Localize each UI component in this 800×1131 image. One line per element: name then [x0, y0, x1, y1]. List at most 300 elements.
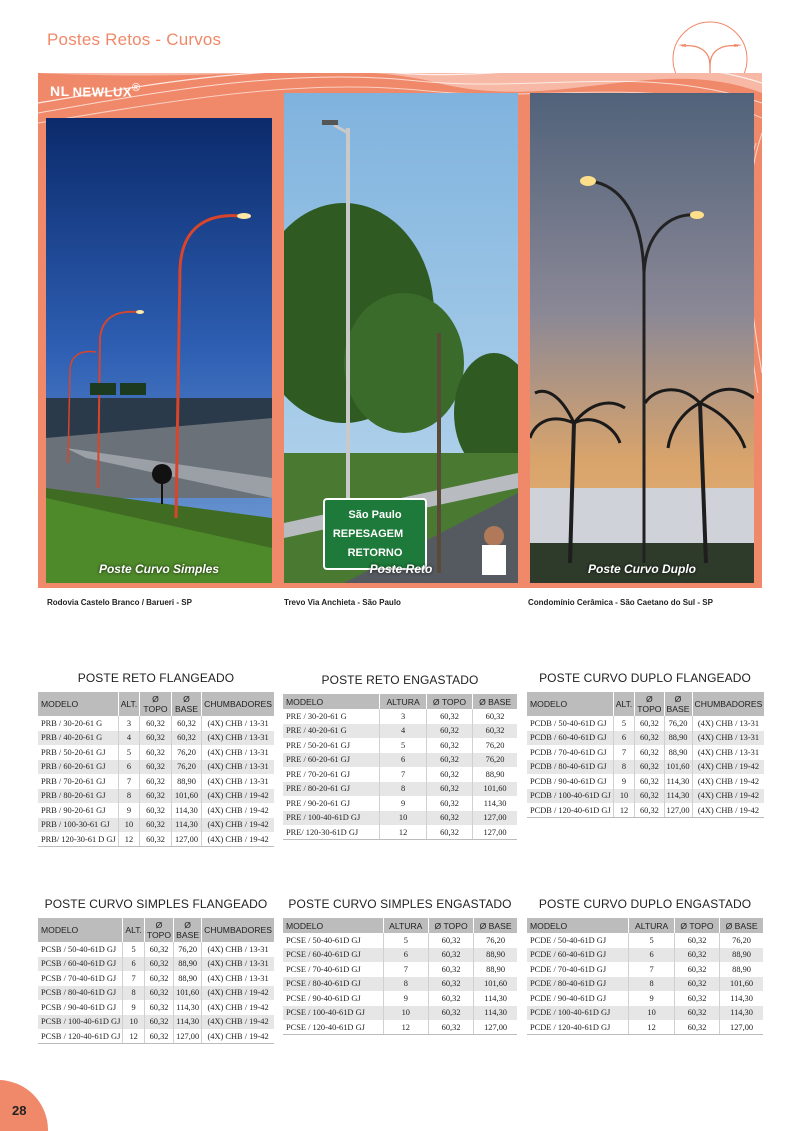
spec-table — [38, 918, 274, 1044]
table-cell: (4X) CHB / 19-42 — [202, 789, 274, 804]
table-cell: PCDB / 50-40-61D GJ — [527, 716, 613, 731]
table-cell: 60,32 — [144, 1029, 173, 1044]
table-cell: PRE/ 120-30-61D GJ — [283, 825, 380, 840]
spec-block-prb — [38, 671, 274, 847]
table-cell: 60,32 — [426, 767, 472, 782]
column-header: MODELO — [527, 918, 629, 933]
table-cell: 60,32 — [674, 962, 719, 977]
table-row — [283, 948, 517, 963]
table-cell: 114,30 — [171, 803, 201, 818]
table-cell: PCSB / 60-40-61D GJ — [38, 957, 123, 972]
table-cell: 8 — [380, 782, 427, 797]
table-cell: 10 — [613, 789, 635, 804]
table-cell: PCDB / 90-40-61D GJ — [527, 774, 613, 789]
table-cell: PRB / 100-30-61 GJ — [38, 818, 118, 833]
table-cell: PCSE / 100-40-61D GJ — [283, 1006, 383, 1021]
sign-line-2: REPESAGEM — [332, 528, 404, 540]
table-cell: 12 — [123, 1029, 145, 1044]
table-cell: 3 — [380, 709, 427, 724]
table-cell: 127,00 — [664, 803, 692, 818]
spec-table — [527, 692, 764, 818]
table-cell: 88,90 — [474, 948, 517, 963]
spec-table — [283, 918, 517, 1035]
table-cell: PCDE / 80-40-61D GJ — [527, 977, 629, 992]
table-cell: 114,30 — [174, 1000, 202, 1015]
table-row — [283, 709, 517, 724]
table-cell: 7 — [380, 767, 427, 782]
photo-banner — [38, 73, 762, 588]
table-cell: PCDE / 90-40-61D GJ — [527, 991, 629, 1006]
table-cell: 101,60 — [473, 782, 517, 797]
table-cell: PCDE / 60-40-61D GJ — [527, 948, 629, 963]
table-cell: 60,32 — [428, 977, 473, 992]
table-cell: 7 — [613, 745, 635, 760]
location-caption-2: Trevo Via Anchieta - São Paulo — [284, 598, 401, 607]
table-cell: 60,32 — [144, 1000, 173, 1015]
table-row — [38, 942, 274, 957]
table-cell: 114,30 — [484, 993, 507, 1003]
table-cell: (4X) CHB / 13-31 — [202, 957, 274, 972]
table-cell: (4X) CHB / 19-42 — [202, 1029, 274, 1044]
spec-block-pcsb — [38, 897, 274, 1044]
table-cell: 6 — [629, 948, 674, 963]
column-header: ALT. — [613, 692, 635, 716]
table-header-row — [283, 694, 517, 709]
table-cell: PCDE / 70-40-61D GJ — [527, 962, 629, 977]
table-cell: (4X) CHB / 19-42 — [697, 776, 760, 786]
table-cell: 60,32 — [674, 933, 719, 948]
table-cell: 88,90 — [485, 769, 505, 779]
table-cell: 88,90 — [720, 948, 763, 963]
table-cell: 5 — [629, 933, 674, 948]
table-cell: (4X) CHB / 13-31 — [207, 944, 269, 954]
table-cell: 6 — [380, 753, 427, 768]
sign-line-3: RETORNO — [347, 547, 403, 559]
table-cell: 101,60 — [664, 760, 692, 775]
table-cell: PRB/ 120-30-61 D GJ — [38, 832, 118, 847]
table-cell: 60,32 — [635, 774, 664, 789]
table-cell: PCDE / 120-40-61D GJ — [527, 1020, 629, 1035]
table-cell: 9 — [629, 991, 674, 1006]
table-cell: 12 — [118, 832, 140, 847]
table-cell: PRE / 40-20-61 G — [283, 724, 380, 739]
column-header: Ø BASE — [174, 918, 202, 942]
table-cell: 10 — [380, 811, 427, 826]
spec-title: POSTE RETO ENGASTADO — [321, 673, 479, 687]
table-cell: (4X) CHB / 19-42 — [207, 1002, 269, 1012]
table-cell: 10 — [123, 1015, 145, 1030]
table-cell: 114,30 — [174, 1015, 202, 1030]
table-cell: 60,32 — [635, 803, 664, 818]
table-cell: 8 — [629, 977, 674, 992]
column-header: MODELO — [283, 694, 380, 709]
table-row — [38, 1015, 274, 1030]
spec-title: POSTE CURVO DUPLO FLANGEADO — [539, 671, 751, 685]
column-header: MODELO — [38, 918, 123, 942]
table-cell: 10 — [118, 818, 140, 833]
table-row — [527, 977, 763, 992]
table-cell: 60,32 — [428, 962, 473, 977]
table-cell: 8 — [613, 760, 635, 775]
column-header: Ø BASE — [171, 692, 201, 716]
table-cell: 101,60 — [171, 789, 201, 804]
table-cell: 114,30 — [720, 1006, 763, 1021]
table-cell: PRE / 100-40-61D GJ — [283, 811, 380, 826]
table-cell: 88,90 — [174, 971, 202, 986]
table-cell: 7 — [118, 774, 140, 789]
column-header: Ø TOPO — [635, 692, 664, 716]
brand-reg: ® — [132, 82, 141, 94]
spec-table — [283, 694, 517, 840]
spec-block-pcse — [283, 897, 517, 1035]
table-cell: (4X) CHB / 19-42 — [202, 1015, 274, 1030]
table-cell: PCSE / 50-40-61D GJ — [283, 933, 383, 948]
table-cell: 60,32 — [140, 774, 172, 789]
table-cell: PRB / 90-20-61 GJ — [38, 803, 118, 818]
table-cell: PCDE / 50-40-61D GJ — [527, 933, 629, 948]
table-cell: 60,32 — [144, 986, 173, 1001]
table-row — [527, 731, 764, 746]
table-cell: 114,30 — [730, 993, 753, 1003]
table-cell: PCSB / 90-40-61D GJ — [38, 1000, 123, 1015]
table-cell: (4X) CHB / 13-31 — [202, 760, 274, 775]
table-row — [527, 1006, 763, 1021]
table-row — [283, 825, 517, 840]
table-cell: 60,32 — [144, 971, 173, 986]
table-row — [283, 738, 517, 753]
spec-block-pre — [283, 673, 517, 840]
column-header: CHUMBADORES — [202, 692, 274, 716]
table-cell: (4X) CHB / 19-42 — [202, 818, 274, 833]
column-header: Ø BASE — [473, 694, 517, 709]
table-cell: (4X) CHB / 13-31 — [207, 776, 269, 786]
table-row — [527, 1020, 763, 1035]
table-cell: 5 — [123, 942, 145, 957]
table-cell: 76,20 — [664, 716, 692, 731]
table-cell: 114,30 — [474, 1006, 517, 1021]
table-cell: 5 — [380, 738, 427, 753]
column-header: MODELO — [527, 692, 613, 716]
table-row — [527, 933, 763, 948]
table-cell: PRB / 30-20-61 G — [38, 716, 118, 731]
table-cell: 60,32 — [635, 731, 664, 746]
column-header: ALTURA — [380, 694, 427, 709]
table-cell: (4X) CHB / 13-31 — [692, 731, 764, 746]
table-cell: 76,20 — [732, 935, 751, 945]
table-cell: 60,32 — [140, 716, 172, 731]
table-cell: 9 — [380, 796, 427, 811]
table-cell: 3 — [118, 716, 140, 731]
table-cell: 127,00 — [720, 1020, 763, 1035]
table-row — [283, 724, 517, 739]
table-header-row — [527, 692, 764, 716]
column-header: CHUMBADORES — [692, 692, 764, 716]
table-cell: 114,30 — [171, 818, 201, 833]
table-cell: PRB / 40-20-61 G — [38, 731, 118, 746]
table-cell: (4X) CHB / 13-31 — [207, 747, 269, 757]
table-row — [283, 1006, 517, 1021]
table-cell: 5 — [118, 745, 140, 760]
table-cell: 60,32 — [674, 1006, 719, 1021]
table-cell: (4X) CHB / 19-42 — [202, 986, 274, 1001]
photo-caption-3: Poste Curvo Duplo — [587, 562, 696, 576]
table-cell: 6 — [383, 948, 428, 963]
table-cell: 60,32 — [635, 716, 664, 731]
column-header: Ø TOPO — [428, 918, 473, 933]
brand-logo — [50, 82, 141, 99]
brand-mark: NL — [50, 83, 70, 100]
table-cell: 76,20 — [486, 935, 506, 945]
table-cell: 7 — [383, 962, 428, 977]
column-header: MODELO — [38, 692, 118, 716]
table-cell: PCSB / 100-40-61D GJ — [38, 1015, 123, 1030]
table-cell: (4X) CHB / 13-31 — [207, 973, 269, 983]
table-cell: PRB / 60-20-61 GJ — [38, 760, 118, 775]
table-row — [38, 986, 274, 1001]
table-row — [283, 796, 517, 811]
table-cell: PCDB / 60-40-61D GJ — [527, 731, 613, 746]
table-cell: PRE / 30-20-61 G — [283, 709, 380, 724]
table-cell: 60,32 — [428, 948, 473, 963]
table-cell: PRB / 70-20-61 GJ — [38, 774, 118, 789]
spec-title: POSTE CURVO SIMPLES FLANGEADO — [44, 897, 268, 911]
table-cell: PCDB / 80-40-61D GJ — [527, 760, 613, 775]
column-header: ALT. — [123, 918, 145, 942]
table-cell: (4X) CHB / 19-42 — [692, 789, 764, 804]
table-cell: (4X) CHB / 19-42 — [692, 803, 764, 818]
table-cell: (4X) CHB / 13-31 — [697, 718, 760, 728]
table-cell: 60,32 — [473, 724, 517, 739]
table-cell: PCDB / 100-40-61D GJ — [527, 789, 613, 804]
table-cell: 60,32 — [140, 731, 172, 746]
photo-poste-curvo-simples — [46, 118, 272, 583]
table-cell: 101,60 — [474, 977, 517, 992]
spec-block-pcdb — [527, 671, 763, 818]
column-header: Ø TOPO — [144, 918, 173, 942]
table-cell: 60,32 — [144, 1015, 173, 1030]
spec-table — [527, 918, 763, 1035]
table-cell: 4 — [380, 724, 427, 739]
table-cell: PCDE / 100-40-61D GJ — [527, 1006, 629, 1021]
table-cell: 114,30 — [664, 789, 692, 804]
table-cell: 60,32 — [140, 760, 172, 775]
table-header-row — [38, 692, 274, 716]
table-row — [527, 716, 764, 731]
table-cell: 9 — [613, 774, 635, 789]
photo-caption-2: Poste Reto — [369, 562, 433, 576]
table-cell: 9 — [118, 803, 140, 818]
table-cell: (4X) CHB / 19-42 — [692, 760, 764, 775]
table-cell: 12 — [613, 803, 635, 818]
table-cell: 7 — [629, 962, 674, 977]
table-cell: 60,32 — [426, 796, 472, 811]
table-cell: 60,32 — [635, 760, 664, 775]
column-header: Ø TOPO — [674, 918, 719, 933]
location-caption-1: Rodovia Castelo Branco / Barueri - SP — [47, 598, 192, 607]
column-header: Ø BASE — [664, 692, 692, 716]
table-row — [38, 832, 274, 847]
table-row — [38, 1029, 274, 1044]
table-cell: 7 — [123, 971, 145, 986]
table-cell: 60,32 — [426, 724, 472, 739]
table-cell: PCDB / 70-40-61D GJ — [527, 745, 613, 760]
table-cell: 6 — [118, 760, 140, 775]
column-header: ALT. — [118, 692, 140, 716]
column-header: CHUMBADORES — [202, 918, 274, 942]
table-cell: 76,20 — [171, 745, 201, 760]
table-row — [38, 760, 274, 775]
table-row — [527, 745, 764, 760]
spec-title: POSTE CURVO SIMPLES ENGASTADO — [288, 897, 512, 911]
table-cell: PRE / 80-20-61 GJ — [283, 782, 380, 797]
table-cell: 9 — [383, 991, 428, 1006]
table-cell: 60,32 — [674, 991, 719, 1006]
table-cell: 10 — [383, 1006, 428, 1021]
table-cell: 12 — [629, 1020, 674, 1035]
table-cell: PCSE / 80-40-61D GJ — [283, 977, 383, 992]
table-cell: PCSE / 60-40-61D GJ — [283, 948, 383, 963]
table-row — [527, 991, 763, 1006]
table-cell: 60,32 — [171, 716, 201, 731]
table-cell: 76,20 — [485, 740, 505, 750]
table-row — [38, 716, 274, 731]
table-cell: 60,32 — [428, 1020, 473, 1035]
table-cell: PRB / 50-20-61 GJ — [38, 745, 118, 760]
table-cell: 127,00 — [171, 832, 201, 847]
table-row — [38, 731, 274, 746]
spec-title: POSTE CURVO DUPLO ENGASTADO — [538, 897, 752, 911]
table-cell: (4X) CHB / 13-31 — [202, 731, 274, 746]
table-row — [527, 962, 763, 977]
table-row — [283, 782, 517, 797]
table-row — [527, 948, 763, 963]
spec-block-pcde — [527, 897, 763, 1035]
table-cell: 12 — [380, 825, 427, 840]
table-row — [283, 962, 517, 977]
column-header: ALTURA — [383, 918, 428, 933]
table-cell: 101,60 — [174, 986, 202, 1001]
table-cell: 60,32 — [144, 942, 173, 957]
table-cell: 60,32 — [426, 709, 472, 724]
table-cell: 4 — [118, 731, 140, 746]
table-cell: PRE / 70-20-61 GJ — [283, 767, 380, 782]
table-cell: 60,32 — [428, 991, 473, 1006]
table-cell: 127,00 — [473, 825, 517, 840]
table-header-row — [283, 918, 517, 933]
table-cell: PCSE / 120-40-61D GJ — [283, 1020, 383, 1035]
table-cell: 8 — [118, 789, 140, 804]
table-row — [38, 971, 274, 986]
table-row — [283, 991, 517, 1006]
table-cell: 8 — [383, 977, 428, 992]
table-cell: PCSE / 70-40-61D GJ — [283, 962, 383, 977]
table-cell: 5 — [383, 933, 428, 948]
table-cell: 114,30 — [483, 798, 507, 808]
table-cell: PCSE / 90-40-61D GJ — [283, 991, 383, 1006]
table-cell: 88,90 — [664, 745, 692, 760]
table-cell: 60,32 — [140, 803, 172, 818]
table-row — [283, 1020, 517, 1035]
table-row — [38, 789, 274, 804]
table-cell: 60,32 — [426, 738, 472, 753]
table-cell: 88,90 — [486, 964, 506, 974]
table-cell: (4X) CHB / 13-31 — [207, 718, 269, 728]
table-cell: 60,32 — [635, 789, 664, 804]
column-header: Ø TOPO — [426, 694, 472, 709]
column-header: Ø TOPO — [140, 692, 172, 716]
table-row — [527, 774, 764, 789]
table-cell: 60,32 — [428, 1006, 473, 1021]
table-cell: PCDB / 120-40-61D GJ — [527, 803, 613, 818]
table-cell: 60,32 — [140, 745, 172, 760]
column-header: Ø BASE — [474, 918, 517, 933]
photo-poste-reto — [284, 93, 518, 583]
table-row — [38, 745, 274, 760]
table-cell: PCSB / 80-40-61D GJ — [38, 986, 123, 1001]
table-cell: 60,32 — [171, 731, 201, 746]
table-cell: 60,32 — [674, 977, 719, 992]
photo-caption-1: Poste Curvo Simples — [98, 562, 220, 576]
table-cell: 6 — [613, 731, 635, 746]
table-cell: 127,00 — [474, 1020, 517, 1035]
table-cell: 127,00 — [174, 1029, 202, 1044]
table-cell: 60,32 — [426, 825, 472, 840]
table-cell: 60,32 — [428, 933, 473, 948]
table-cell: 12 — [383, 1020, 428, 1035]
table-cell: 60,32 — [485, 711, 505, 721]
spec-table — [38, 692, 274, 847]
table-cell: 76,20 — [174, 942, 202, 957]
table-cell: PRE / 90-20-61 GJ — [283, 796, 380, 811]
table-header-row — [38, 918, 274, 942]
table-cell: 60,32 — [426, 753, 472, 768]
photo-poste-curvo-duplo — [530, 93, 754, 583]
table-row — [283, 753, 517, 768]
table-cell: 76,20 — [171, 760, 201, 775]
table-cell: PRB / 80-20-61 GJ — [38, 789, 118, 804]
table-row — [38, 957, 274, 972]
table-cell: 8 — [123, 986, 145, 1001]
page-title: Postes Retos - Curvos — [47, 30, 222, 49]
table-row — [38, 1000, 274, 1015]
table-cell: 76,20 — [473, 753, 517, 768]
table-cell: (4X) CHB / 19-42 — [202, 832, 274, 847]
table-row — [283, 977, 517, 992]
table-cell: 127,00 — [473, 811, 517, 826]
table-cell: 88,90 — [732, 964, 751, 974]
brand-name: NEWLUX — [72, 84, 133, 100]
table-cell: (4X) CHB / 19-42 — [207, 805, 269, 815]
column-header: MODELO — [283, 918, 383, 933]
table-cell: 10 — [629, 1006, 674, 1021]
table-cell: 60,32 — [140, 818, 172, 833]
table-row — [38, 803, 274, 818]
table-row — [527, 789, 764, 804]
table-cell: 88,90 — [171, 774, 201, 789]
table-row — [283, 933, 517, 948]
table-cell: 60,32 — [140, 789, 172, 804]
table-cell: 101,60 — [720, 977, 763, 992]
table-row — [527, 760, 764, 775]
table-cell: 88,90 — [174, 957, 202, 972]
table-cell: 88,90 — [664, 731, 692, 746]
column-header: ALTURA — [629, 918, 674, 933]
table-cell: 9 — [123, 1000, 145, 1015]
table-row — [38, 818, 274, 833]
table-cell: PCSB / 50-40-61D GJ — [38, 942, 123, 957]
table-cell: PCSB / 70-40-61D GJ — [38, 971, 123, 986]
table-cell: 60,32 — [635, 745, 664, 760]
